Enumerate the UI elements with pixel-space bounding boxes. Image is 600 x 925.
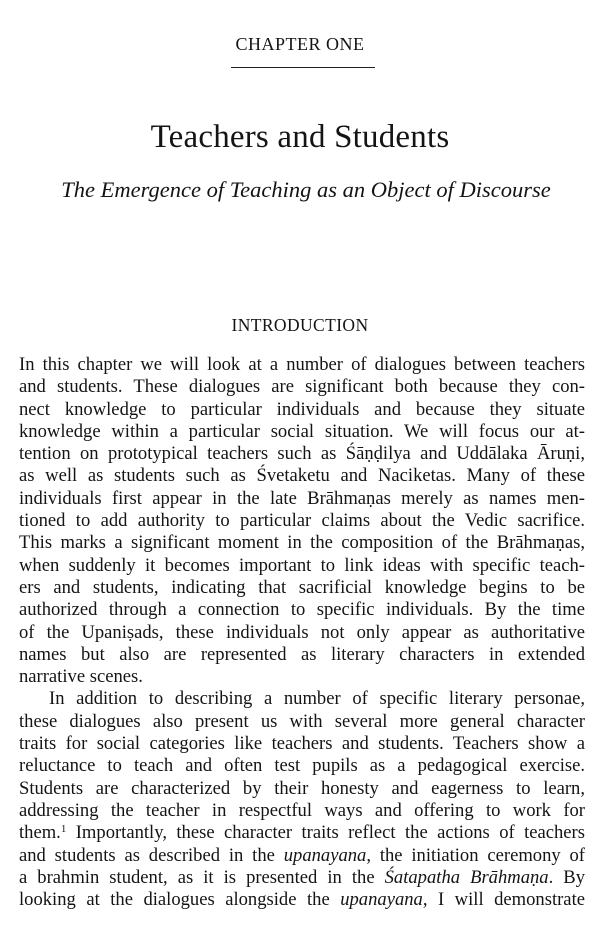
text-line bbox=[19, 867, 585, 889]
text-run: , the initiation ceremony of bbox=[366, 844, 585, 866]
text-line: individuals first appear in the late Brāhmaṇas merely as names men- bbox=[19, 487, 585, 509]
text-line: In addition to describing a number of specific literary personae, bbox=[49, 688, 585, 710]
text-line: names but also are represented as literary characters in extended bbox=[19, 643, 585, 665]
text-line: reluctance to teach and often test pupils as a pedagogical exercise. bbox=[19, 755, 585, 777]
text-line: ers and students, indicating that sacrificial knowledge begins to be bbox=[19, 576, 585, 598]
text-run: them. bbox=[19, 822, 61, 844]
text-line: authorized through a connection to specific individuals. By the time bbox=[19, 599, 585, 621]
text-line: these dialogues also present us with several more general character bbox=[19, 710, 585, 732]
paragraph-2 bbox=[19, 688, 585, 911]
text-run: Importantly, these character traits reflect the actions of teachers bbox=[66, 822, 585, 844]
text-line: narrative scenes. bbox=[19, 666, 143, 688]
text-line: as well as students such as Śvetaketu and Naciketas. Many of these bbox=[19, 465, 585, 487]
text-line: tention on prototypical teachers such as Śāṇḍilya and Uddālaka Āruṇi, bbox=[19, 443, 585, 465]
footnote-marker[interactable]: 1 bbox=[60, 823, 67, 836]
text-line bbox=[19, 822, 585, 844]
italic-term: Śatapatha Brāhmaṇa bbox=[384, 866, 549, 888]
text-run: , I will demonstrate bbox=[422, 889, 585, 911]
text-run: . By bbox=[548, 866, 585, 888]
chapter-label: CHAPTER ONE bbox=[235, 34, 365, 54]
chapter-title: Teachers and Students bbox=[150, 119, 450, 155]
text-line: In this chapter we will look at a number of dialogues between teachers bbox=[19, 354, 585, 375]
text-line bbox=[19, 845, 585, 867]
text-run: and students as described in the bbox=[19, 844, 284, 866]
section-heading: INTRODUCTION bbox=[231, 315, 369, 335]
text-line: nect knowledge to particular individuals and because they situate bbox=[19, 398, 585, 420]
text-line: Students are characterized by their honesty and eagerness to learn, bbox=[19, 777, 585, 799]
text-run: a brahmin student, as it is presented in the bbox=[19, 866, 385, 888]
text-line: tioned to add authority to particular claims about the Vedic sacrifice. bbox=[19, 510, 585, 532]
text-line: This marks a significant moment in the composition of the Brāhmaṇas, bbox=[19, 532, 585, 554]
text-line: addressing the teacher in respectful ways and offering to work for bbox=[19, 799, 585, 821]
text-line bbox=[19, 889, 585, 911]
chapter-subtitle: The Emergence of Teaching as an Object of Discourse bbox=[61, 177, 551, 202]
text-line: traits for social categories like teachers and students. Teachers show a bbox=[19, 733, 585, 755]
text-run: looking at the dialogues alongside the bbox=[19, 889, 341, 911]
text-line: of the Upaniṣads, these individuals not only appear as authoritative bbox=[19, 621, 585, 643]
paragraph-1 bbox=[19, 354, 585, 688]
italic-term: upanayana bbox=[340, 889, 423, 911]
text-line: knowledge within a particular social situation. We will focus our at- bbox=[19, 420, 585, 442]
chapter-divider bbox=[231, 67, 375, 68]
text-line: and students. These dialogues are significant both because they con- bbox=[19, 376, 585, 398]
text-line: when suddenly it becomes important to link ideas with specific teach- bbox=[19, 554, 585, 576]
body-text bbox=[19, 354, 585, 911]
italic-term: upanayana bbox=[283, 844, 367, 866]
